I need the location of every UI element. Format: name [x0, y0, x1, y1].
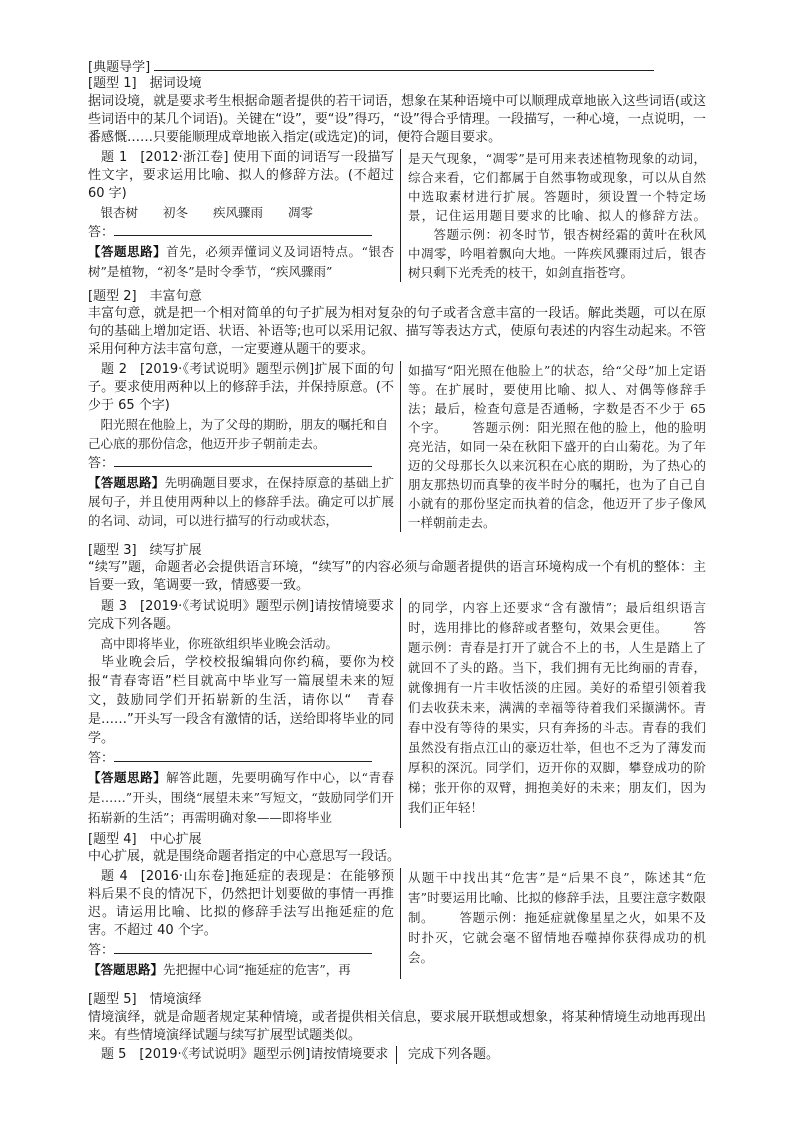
- question-source: [2016·山东卷]: [140, 869, 230, 884]
- question-source: [2019·《考试说明》题型示例]: [140, 599, 315, 614]
- thinking-text: 解答此题，先要明确写作中心，以“青春是……”开头，围绕“展望未来”写短文，“鼓励同学们开拓崭新的生活”；再需明确对象——即将毕业: [88, 770, 394, 825]
- section-intro: “续写”题，命题者必会提供语言环境，“续写”的内容必须与命题者提供的语言环境构成一个有机的整体：主旨要一致，笔调要一致，情感要一致。: [88, 560, 706, 593]
- question-right-column: [401, 598, 706, 828]
- question-material: 银杏树 初冬 疾风骤雨 凋零: [100, 205, 314, 220]
- question-block: [88, 598, 706, 828]
- thinking-text: 先明确题目要求，在保持原意的基础上扩展句子，并且使用两种以上的修辞手法。确定可以扩展的名词、动词，可以进行描写的行动或状态，: [88, 475, 394, 528]
- thinking-label: 【答题思路】: [88, 475, 165, 490]
- question-right-column: [401, 868, 706, 979]
- example-text: 青春是打开了就合不上的书，人生是踏上了就回不了头的路。当下，我们拥有无比绚丽的青春，就像拥有一片丰收恬淡的庄园。美好的希望引领着我们去收获未来，满满的幸福等待着我们采撷满怀。青春中没有等待的果实，只有奔扬的斗志。青春的我们虽然没有指点江山的豪迈壮举，但也不乏为了薄发而厚积的深沉。同学们，迈开你的双脚，攀登成功的阶梯；张开你的双臂，拥抱美好的未来；朋友们，因为我们正年轻！: [408, 640, 706, 815]
- thinking-text: 先把握中心词“拖延症的危害”，再: [163, 962, 351, 977]
- question-source: [2012·浙江卷]: [140, 150, 229, 165]
- section-title: 丰富句意: [149, 289, 202, 304]
- question-prompt: [88, 868, 394, 940]
- question-text: 请按情境要求: [310, 1047, 389, 1062]
- answer-line: [88, 940, 394, 960]
- thinking-label: 【答题思路】: [88, 244, 167, 259]
- section-tag: [题型 2]: [88, 289, 137, 304]
- answer-blank: [114, 222, 372, 236]
- question-label: 题 2: [101, 362, 128, 377]
- example-label: 答题示例：: [459, 910, 525, 925]
- question-label: 题 5: [101, 1047, 127, 1062]
- example-text: 阳光照在他的脸上，他的脸明亮光洁，如同一朵在秋阳下盛开的白山菊花。为了年迈的父母那长久以来沉积在心底的期盼，为了热心的朋友那热切而真挚的夜半时分的嘱托，也为了自己自小就有的那份坚定而执着的信念，他迈开了步子像风一样朝前走去。: [408, 420, 706, 530]
- section-tag: [题型 1]: [88, 76, 137, 91]
- section-heading: [88, 288, 706, 306]
- thinking-left: [88, 473, 394, 530]
- question-left-column: [88, 361, 401, 532]
- question-block: [88, 868, 706, 979]
- thinking-left: [88, 768, 394, 828]
- section-tag: [题型 5]: [88, 992, 137, 1007]
- answer-label: 答：: [88, 456, 115, 471]
- section-title: 情境演绎: [149, 992, 202, 1007]
- question-label: 题 3: [101, 599, 128, 614]
- thinking-left: [88, 242, 394, 282]
- question-scenario: 毕业晚会后，学校校报编辑向你约稿，要你为校报“青春寄语”栏目就高中毕业写一篇展望未来的短文，鼓励同学们开拓崭新的生活，请你以“ 青春是……”开头写一段含有激情的话，送给即将毕业的同学。: [88, 655, 394, 746]
- section-heading: [88, 75, 706, 93]
- question-text: 使用下面的词语写一段描写性文字，要求运用比喻、拟人的修辞方法。(不超过 60 字): [88, 150, 394, 201]
- section-tag: [题型 4]: [88, 832, 137, 847]
- section-title: 中心扩展: [149, 832, 202, 847]
- section-title: 据词设境: [149, 76, 202, 91]
- question-right-column: [401, 361, 706, 532]
- section-tag: [题型 3]: [88, 543, 137, 558]
- section-intro: 据词设境，就是要求考生根据命题者提供的若干词语，想象在某种语境中可以顺理成章地嵌入这些词语(或这些词语中的某几个词语)。关键在“设”，要“设”得巧，“设”得合乎情理。一段描写，一种心境，一点说明，一番感慨……只要能顺理成章地嵌入指定(或选定)的词，便符合题目要求。: [88, 94, 706, 145]
- question-prompt: [88, 598, 394, 634]
- thinking-text-continued: 的同学，内容上还要求“含有激情”；最后组织语言时，选用排比的修辞或者整句，效果会更佳。: [408, 600, 706, 635]
- thinking-right: [408, 598, 706, 818]
- example-label: 答题示例：: [408, 620, 706, 655]
- header-title: [典题导学]: [88, 60, 151, 75]
- thinking-right: [408, 868, 706, 968]
- section-heading: [88, 831, 706, 849]
- question-text: 扩展下面的句子。要求使用两种以上的修辞手法，并保持原意。(不少于 65 个字): [88, 362, 394, 413]
- example-text: 初冬时节，银杏树经霜的黄叶在秋风中凋零，吟唱着飘向大地。一阵疾风骤雨过后，银杏树只剩下光秃秃的枝干，如剑直指苍穹。: [408, 227, 706, 280]
- thinking-text-continued: 是天气现象，“凋零”是可用来表述植物现象的动词，综合来看，它们都属于自然事物或现象，可以从自然中选取素材进行扩展。答题时，须设置一个特定场景，记住运用题目要求的比喻、拟人的修辞方法。: [408, 151, 706, 223]
- question-left-column: [88, 868, 401, 979]
- answer-blank: [114, 453, 372, 467]
- answer-line: [88, 748, 394, 768]
- question-block: [88, 361, 706, 532]
- question-prompt: [88, 1046, 388, 1064]
- thinking-right: [408, 361, 706, 532]
- thinking-label: 【答题思路】: [88, 962, 164, 977]
- thinking-label: 【答题思路】: [88, 770, 167, 785]
- question-source: [2019·《考试说明》题型示例]: [140, 362, 315, 377]
- question-material: 阳光照在他脸上，为了父母的期盼，朋友的嘱托和自己心底的那份信念，他迈开步子朝前走去。: [88, 417, 389, 451]
- section-intro: 情境演绎，就是命题者规定某种情境，或者提供相关信息，要求展开联想或想象，将某种情境生动地再现出来。有些情境演绎试题与续写扩展型试题类似。: [88, 1010, 706, 1043]
- thinking-text-continued: 从题干中找出其“危害”是“后果不良”，陈述其“危害”时要运用比喻、比拟的修辞手法，且要注意字数限制。: [408, 870, 706, 925]
- question-block: [88, 149, 706, 282]
- answer-blank: [114, 940, 372, 954]
- column-divider: [396, 1046, 397, 1064]
- question-label: 题 1: [101, 150, 128, 165]
- thinking-text: 首先，必须弄懂词义及词语特点。“银杏树”是植物，“初冬”是时令季节，“疾风骤雨”: [88, 244, 394, 279]
- answer-label: 答：: [88, 225, 115, 240]
- question-prompt: [88, 361, 394, 415]
- question-left-column: [88, 598, 401, 828]
- question-right-column: [401, 149, 706, 282]
- question-left-column: [88, 149, 401, 282]
- question-material: 高中即将毕业，你班欲组织毕业晚会活动。: [100, 636, 339, 651]
- answer-label: 答：: [88, 751, 115, 766]
- answer-blank: [114, 748, 372, 762]
- thinking-right: [408, 149, 706, 282]
- section-header: [88, 57, 706, 77]
- question-source: [2019·《考试说明》题型示例]: [139, 1047, 311, 1062]
- question-text-continued: 完成下列各题。: [408, 1047, 500, 1062]
- section-intro: 丰富句意，就是把一个相对简单的句子扩展为相对复杂的句子或者含意丰富的一段话。解此类题，可以在原句的基础上增加定语、状语、补语等;也可以采用记叙、描写等表达方式，使原句表述的内容生动起来。不管采用何种方法丰富句意，一定要遵从题干的要求。: [88, 306, 706, 357]
- example-text: 拖延症就像星星之火，如果不及时扑灭，它就会毫不留情地吞噬掉你获得成功的机会。: [408, 910, 706, 965]
- answer-label: 答：: [88, 943, 115, 958]
- thinking-left: [88, 960, 394, 979]
- answer-line: [88, 222, 394, 242]
- section-intro: 中心扩展，就是围绕命题者指定的中心意思写一段话。: [88, 849, 401, 864]
- header-rule: [154, 57, 654, 71]
- section-heading: [88, 991, 706, 1009]
- section-title: 续写扩展: [149, 543, 202, 558]
- thinking-text-continued: 如描写“阳光照在他脸上”的状态，给“父母”加上定语等。在扩展时，要使用比喻、拟人、对偶等修辞手法；最后，检查句意是否通畅，字数是否不少于 65 个字。: [408, 363, 706, 435]
- question-text: 请按情境要求完成下列各题。: [88, 599, 394, 632]
- section-heading: [88, 542, 706, 560]
- question-label: 题 4: [101, 869, 128, 884]
- question-prompt: [88, 149, 394, 203]
- answer-line: [88, 453, 394, 473]
- example-label: 答题示例：: [433, 227, 499, 242]
- example-label: 答题示例：: [472, 420, 538, 435]
- question-text: 拖延症的表现是：在能够预料后果不良的情况下，仍然把计划要做的事情一再推迟。请运用比喻、比拟的修辞手法写出拖延症的危害。不超过 40 个字。: [88, 869, 394, 938]
